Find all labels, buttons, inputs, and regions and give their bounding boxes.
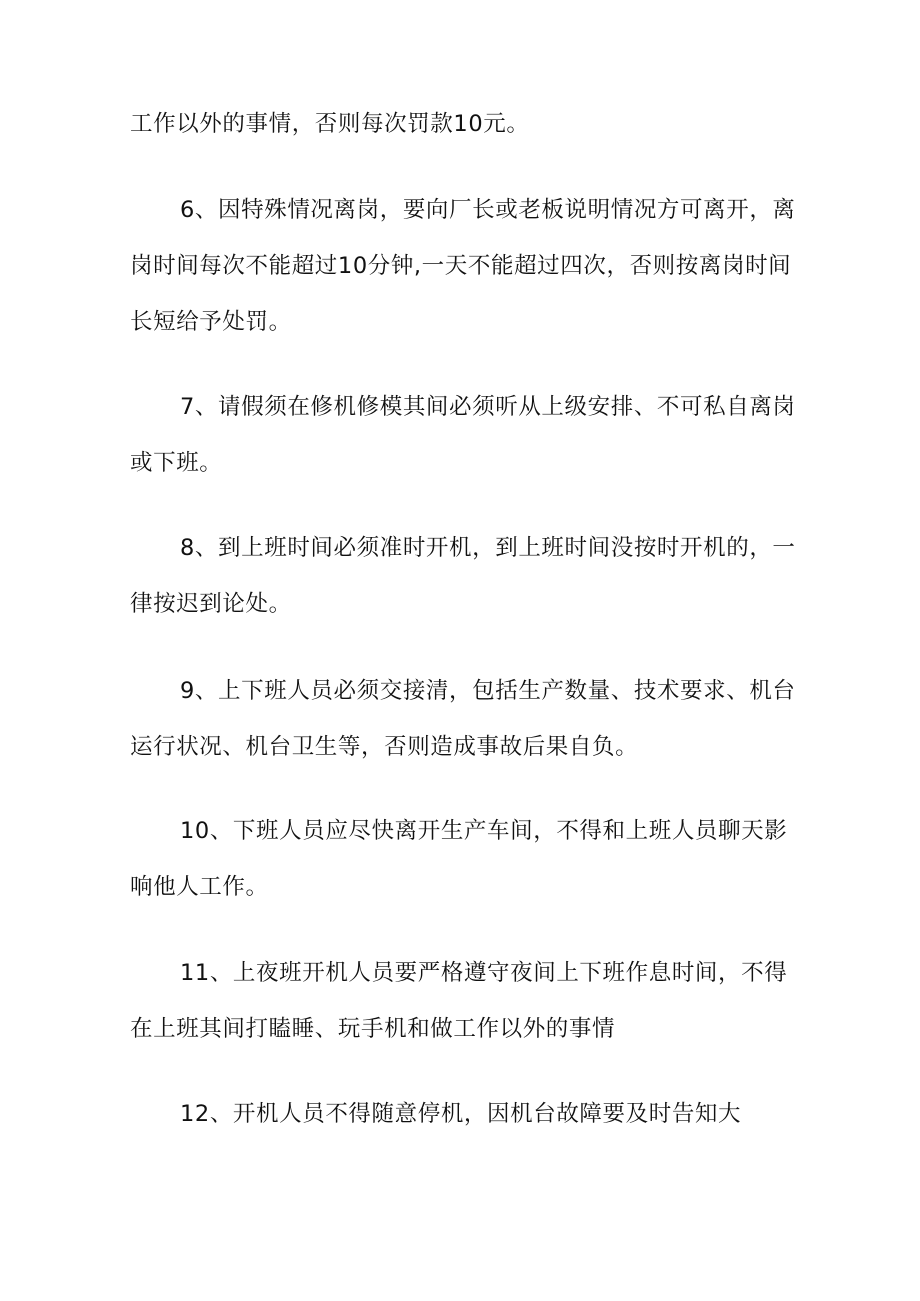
paragraph-rule-10: 10、下班人员应尽快离开生产车间，不得和上班人员聊天影响他人工作。 — [130, 818, 788, 900]
paragraph-rule-7: 7、请假须在修机修模其间必须听从上级安排、不可私自离岗或下班。 — [130, 394, 796, 476]
paragraph-rule-12: 12、开机人员不得随意停机，因机台故障要及时告知大 — [180, 1101, 742, 1127]
paragraph-continuation: 工作以外的事情，否则每次罚款10元。 — [130, 111, 530, 137]
paragraph-rule-11: 11、上夜班开机人员要严格遵守夜间上下班作息时间，不得在上班其间打瞌睡、玩手机和做工作以外的事情 — [130, 960, 788, 1042]
paragraph-rule-8: 8、到上班时间必须准时开机，到上班时间没按时开机的，一律按迟到论处。 — [130, 535, 796, 617]
paragraph-rule-6: 6、因特殊情况离岗，要向厂长或老板说明情况方可离开，离岗时间每次不能超过10分钟,一天不能超过四次，否则按离岗时间长短给予处罚。 — [130, 197, 796, 335]
paragraph-rule-9: 9、上下班人员必须交接清，包括生产数量、技术要求、机台运行状况、机台卫生等，否则造成事故后果自负。 — [130, 678, 796, 760]
